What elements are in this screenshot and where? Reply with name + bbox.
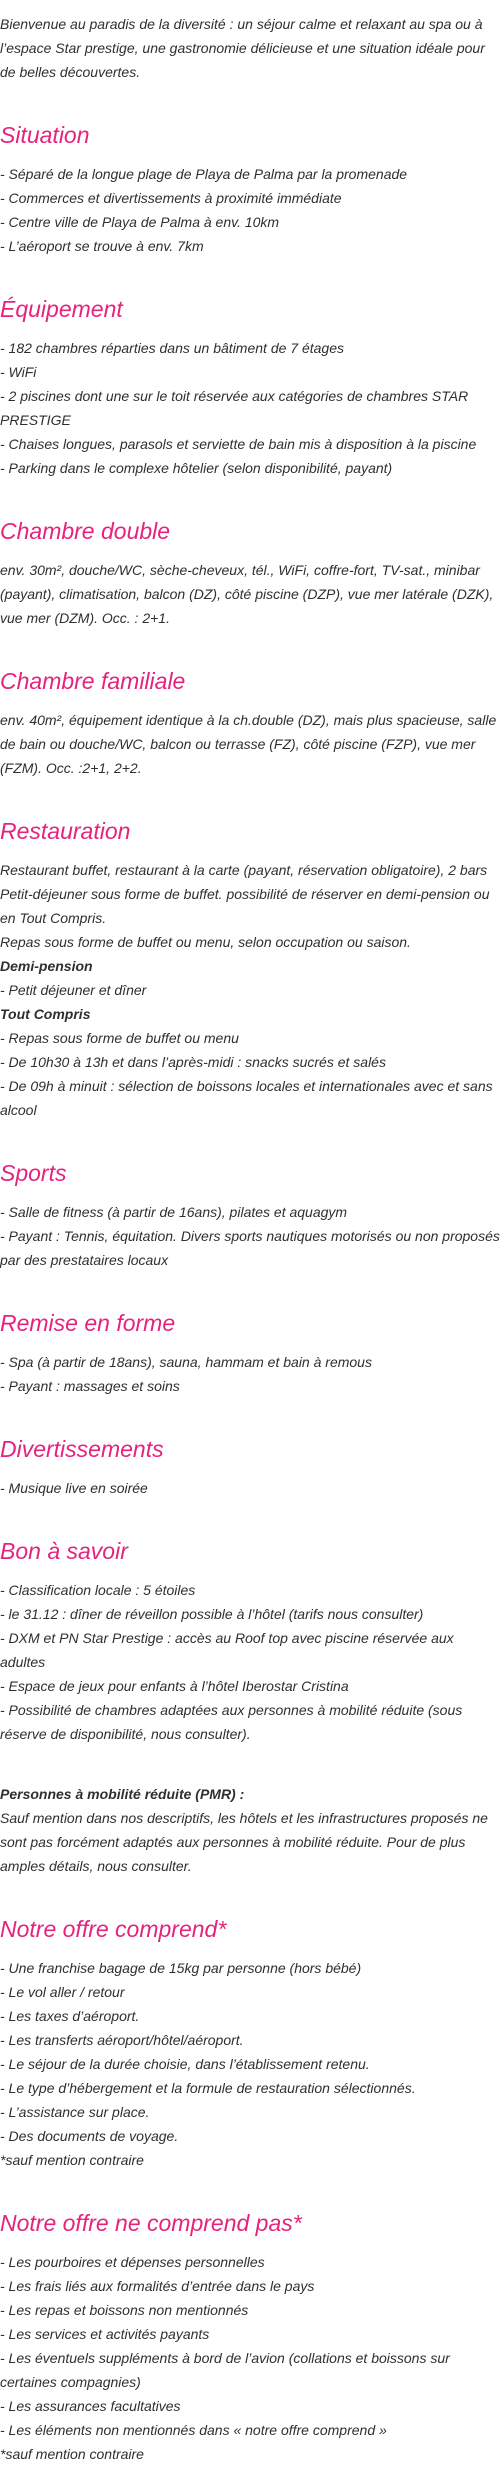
list-item: - Commerces et divertissements à proximité immédiate xyxy=(0,190,342,206)
list-item: - L’aéroport se trouve à env. 7km xyxy=(0,238,204,254)
list-item: - Centre ville de Playa de Palma à env. 10km xyxy=(0,214,280,230)
footnote: *sauf mention contraire xyxy=(0,2152,144,2168)
list-item: - Salle de fitness (à partir de 16ans), pilates et aquagym xyxy=(0,1204,348,1220)
list-item: - Les éléments non mentionnés dans « notre offre comprend » xyxy=(0,2422,387,2438)
list-item: - Des documents de voyage. xyxy=(0,2128,179,2144)
pmr-label: Personnes à mobilité réduite (PMR) : xyxy=(0,1786,245,1802)
list-item: - 2 piscines dont une sur le toit réservée aux catégories de chambres STAR PRESTIGE xyxy=(0,388,469,428)
section-offre-comprend xyxy=(0,1914,500,2172)
section-remise-en-forme xyxy=(0,1308,500,1398)
list-item: - Repas sous forme de buffet ou menu xyxy=(0,1030,239,1046)
list-item: - Les taxes d’aéroport. xyxy=(0,2008,140,2024)
section-title: Sports xyxy=(0,1160,67,1186)
list-item: - DXM et PN Star Prestige : accès au Roof top avec piscine réservée aux adultes xyxy=(0,1630,454,1670)
list-item: - Les pourboires et dépenses personnelles xyxy=(0,2254,265,2270)
list-item: - Musique live en soirée xyxy=(0,1480,148,1496)
list-item: - Le séjour de la durée choisie, dans l’établissement retenu. xyxy=(0,2056,370,2072)
list-item: - Les éventuels suppléments à bord de l’avion (collations et boissons sur certaines compagnies) xyxy=(0,2350,450,2390)
list-item: - Séparé de la longue plage de Playa de Palma par la promenade xyxy=(0,166,408,182)
spacer xyxy=(0,1746,500,1782)
section-bon-a-savoir xyxy=(0,1536,500,1878)
list-item: - Une franchise bagage de 15kg par personne (hors bébé) xyxy=(0,1960,362,1976)
list-item: - Parking dans le complexe hôtelier (selon disponibilité, payant) xyxy=(0,460,393,476)
section-title: Bon à savoir xyxy=(0,1538,128,1564)
section-title: Restauration xyxy=(0,818,131,844)
section-restauration xyxy=(0,816,500,1122)
section-title: Divertissements xyxy=(0,1436,164,1462)
section-title: Chambre double xyxy=(0,518,171,544)
section-offre-ne-comprend-pas xyxy=(0,2208,500,2466)
section-equipement xyxy=(0,294,500,480)
restaurant-text: Restaurant buffet, restaurant à la carte (payant, réservation obligatoire), 2 bars xyxy=(0,862,488,878)
section-sports xyxy=(0,1158,500,1272)
list-item: - Le type d’hébergement et la formule de restauration sélectionnés. xyxy=(0,2080,416,2096)
room-description: env. 30m², douche/WC, sèche-cheveux, tél., WiFi, coffre-fort, TV-sat., minibar (payant), climatisation, balcon (DZ), côté piscine (DZP), vue mer latérale (DZK), vue mer (DZM). Occ. : 2+1. xyxy=(0,562,494,626)
list-item: - 182 chambres réparties dans un bâtiment de 7 étages xyxy=(0,340,344,356)
list-item: - Les frais liés aux formalités d’entrée dans le pays xyxy=(0,2278,315,2294)
list-item: - Les transferts aéroport/hôtel/aéroport. xyxy=(0,2032,244,2048)
section-situation xyxy=(0,120,500,258)
list-item: - Classification locale : 5 étoiles xyxy=(0,1582,196,1598)
section-title: Notre offre ne comprend pas* xyxy=(0,2210,302,2236)
list-item: - Possibilité de chambres adaptées aux personnes à mobilité réduite (sous réserve de disponibilité, nous consulter). xyxy=(0,1702,463,1742)
intro-text: Bienvenue au paradis de la diversité : un séjour calme et relaxant au spa ou à l’espace Star prestige, une gastronomie délicieuse et une situation idéale pour de belles découvertes. xyxy=(0,16,485,80)
section-title: Notre offre comprend* xyxy=(0,1916,227,1942)
section-divertissements xyxy=(0,1434,500,1500)
footnote: *sauf mention contraire xyxy=(0,2446,144,2462)
pmr-text: Sauf mention dans nos descriptifs, les hôtels et les infrastructures proposés ne sont pas forcément adaptés aux personnes à mobilité réduite. Pour de plus amples détails, nous consulter. xyxy=(0,1810,488,1874)
section-title: Chambre familiale xyxy=(0,668,186,694)
section-title: Remise en forme xyxy=(0,1310,176,1336)
demi-pension-label: Demi-pension xyxy=(0,958,93,974)
breakfast-text: Petit-déjeuner sous forme de buffet. possibilité de réserver en demi-pension ou en Tout Compris. xyxy=(0,886,490,926)
tout-compris-label: Tout Compris xyxy=(0,1006,91,1022)
list-item: - Payant : massages et soins xyxy=(0,1378,180,1394)
list-item: - De 10h30 à 13h et dans l’après-midi : snacks sucrés et salés xyxy=(0,1054,386,1070)
list-item: - Les services et activités payants xyxy=(0,2326,210,2342)
list-item: - De 09h à minuit : sélection de boissons locales et internationales avec et sans alcool xyxy=(0,1078,493,1118)
list-item: - Espace de jeux pour enfants à l’hôtel Iberostar Cristina xyxy=(0,1678,349,1694)
list-item: - Les assurances facultatives xyxy=(0,2398,181,2414)
list-item: - le 31.12 : dîner de réveillon possible à l’hôtel (tarifs nous consulter) xyxy=(0,1606,424,1622)
list-item: - Le vol aller / retour xyxy=(0,1984,125,2000)
list-item: - Spa (à partir de 18ans), sauna, hammam et bain à remous xyxy=(0,1354,372,1370)
room-description: env. 40m², équipement identique à la ch.double (DZ), mais plus spacieuse, salle de bain ou douche/WC, balcon ou terrasse (FZ), côté piscine (FZP), vue mer (FZM). Occ. :2+1, 2+2. xyxy=(0,712,497,776)
list-item: - Chaises longues, parasols et serviette de bain mis à disposition à la piscine xyxy=(0,436,477,452)
list-item: - Payant : Tennis, équitation. Divers sports nautiques motorisés ou non proposés par des prestataires locaux xyxy=(0,1228,500,1268)
section-chambre-familiale xyxy=(0,666,500,780)
section-title: Équipement xyxy=(0,296,123,322)
list-item: - WiFi xyxy=(0,364,37,380)
list-item: - Petit déjeuner et dîner xyxy=(0,982,147,998)
meals-text: Repas sous forme de buffet ou menu, selon occupation ou saison. xyxy=(0,934,411,950)
section-title: Situation xyxy=(0,122,90,148)
section-chambre-double xyxy=(0,516,500,630)
list-item: - Les repas et boissons non mentionnés xyxy=(0,2302,249,2318)
list-item: - L’assistance sur place. xyxy=(0,2104,150,2120)
